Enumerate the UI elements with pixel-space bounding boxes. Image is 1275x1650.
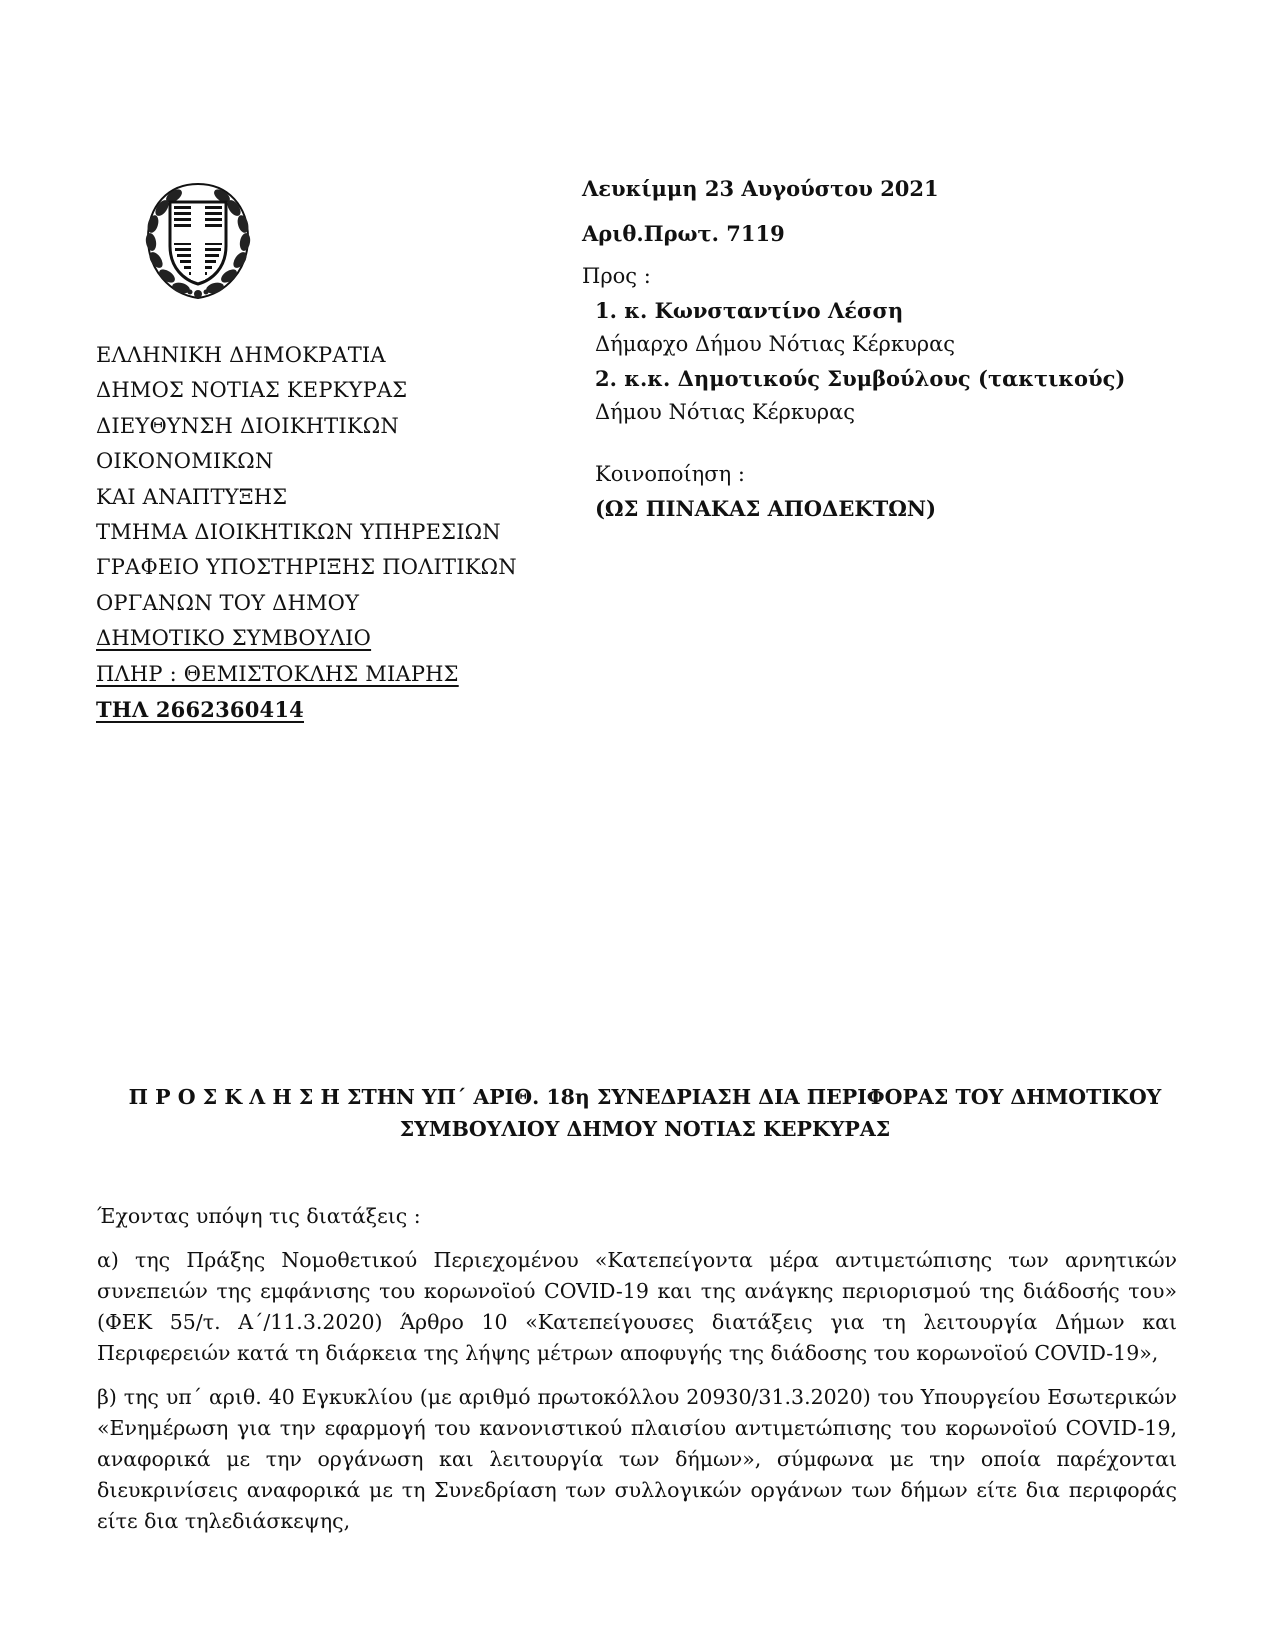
sender-line: ΔΗΜΟΣ ΝΟΤΙΑΣ ΚΕΡΚΥΡΑΣ xyxy=(96,378,408,403)
title-line: Π Ρ Ο Σ Κ Λ Η Σ Η ΣΤΗΝ ΥΠ΄ ΑΡΙΘ. 18η ΣΥΝΕΔΡΙΑΣΗ ΔΙΑ ΠΕΡΙΦΟΡΑΣ ΤΟΥ ΔΗΜΟΤΙΚΟΥ xyxy=(128,1085,1162,1109)
sender-line: ΟΙΚΟΝΟΜΙΚΩΝ xyxy=(96,449,274,474)
recipient-line: 2. κ.κ. Δημοτικούς Συμβούλους (τακτικούς) xyxy=(595,366,1126,391)
cc-value: (ΩΣ ΠΙΝΑΚΑΣ ΑΠΟΔΕΚΤΩΝ) xyxy=(595,496,937,521)
sender-line: ΟΡΓΑΝΩΝ ΤΟΥ ΔΗΜΟΥ xyxy=(96,590,360,615)
document-body xyxy=(97,1201,1177,1550)
protocol-number: Αριθ.Πρωτ. 7119 xyxy=(582,221,785,246)
recipient-line: 1. κ. Κωνσταντίνο Λέσση xyxy=(595,298,904,323)
to-label: Προς : xyxy=(582,264,651,288)
sender-line: ΕΛΛΗΝΙΚΗ ΔΗΜΟΚΡΑΤΙΑ xyxy=(96,343,386,367)
place-date: Λευκίμμη 23 Αυγούστου 2021 xyxy=(582,176,939,201)
council-name: ΔΗΜΟΤΙΚΟ ΣΥΜΒΟΥΛΙΟ xyxy=(96,626,372,651)
sender-block xyxy=(96,338,517,727)
recipient-line: Δήμου Νότιας Κέρκυρας xyxy=(595,400,856,424)
cc-label: Κοινοποίηση : xyxy=(595,462,745,486)
sender-line: ΔΙΕΥΘΥΝΣΗ ΔΙΟΙΚΗΤΙΚΩΝ xyxy=(96,413,399,438)
sender-line: ΚΑΙ ΑΝΑΠΤΥΞΗΣ xyxy=(96,484,288,509)
sender-line: ΤΜΗΜΑ ΔΙΟΙΚΗΤΙΚΩΝ ΥΠΗΡΕΣΙΩΝ xyxy=(96,520,501,545)
recipient-line: Δήμαρχο Δήμου Νότιας Κέρκυρας xyxy=(595,332,956,356)
invitation-title xyxy=(120,1081,1170,1145)
phone-number: ΤΗΛ 2662360414 xyxy=(96,697,304,723)
paragraph-b: β) της υπ΄ αριθ. 40 Εγκυκλίου (με αριθμό πρωτοκόλλου 20930/31.3.2020) του Υπουργείου Εσωτερικών «Ενημέρωση για την εφαρμογή του κανονιστικού πλαισίου αντιμετώπισης του κορωνοϊού COVID-19, αναφορικά με την οργάνωση και λειτουργία των δήμων», σύμφωνα με την οποία παρέχονται διευκρινίσεις αναφορικά με τη Συνεδρίαση των συλλογικών οργάνων των δήμων είτε δια περιφοράς είτε δια τηλεδιάσκεψης, xyxy=(97,1385,1177,1533)
greek-coat-of-arms-icon xyxy=(138,176,258,304)
paragraph-a: α) της Πράξης Νομοθετικού Περιεχομένου «Κατεπείγοντα μέρα αντιμετώπισης των αρνητικών συνεπειών της εμφάνισης του κορωνοϊού COVID-19 και της ανάγκης περιορισμού της διάδοσής του» (ΦΕΚ 55/τ. Α΄/11.3.2020) Άρθρο 10 «Κατεπείγουσες διατάξεις για τη λειτουργία Δήμων και Περιφερειών κατά τη διάρκεια της λήψης μέτρων αποφυγής της διάδοσης του κορωνοϊού COVID-19», xyxy=(97,1248,1177,1365)
sender-line: ΓΡΑΦΕΙΟ ΥΠΟΣΤΗΡΙΞΗΣ ΠΟΛΙΤΙΚΩΝ xyxy=(96,555,517,580)
intro-paragraph: Έχοντας υπόψη τις διατάξεις : xyxy=(97,1204,421,1228)
contact-person: ΠΛΗΡ : ΘΕΜΙΣΤΟΚΛΗΣ ΜΙΑΡΗΣ xyxy=(96,661,459,686)
title-line: ΣΥΜΒΟΥΛΙΟΥ ΔΗΜΟΥ ΝΟΤΙΑΣ ΚΕΡΚΥΡΑΣ xyxy=(399,1117,891,1141)
